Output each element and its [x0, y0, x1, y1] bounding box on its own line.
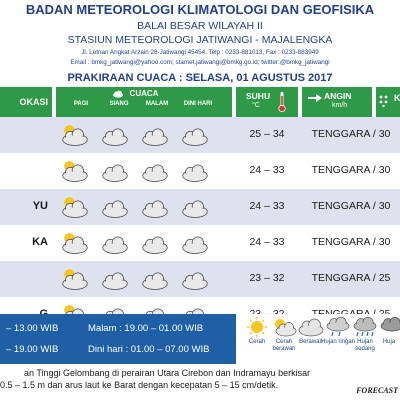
period-label-dini-hari: DINI HARI — [183, 101, 213, 107]
legend-label-hujan-sedang: Hujan sedang — [355, 339, 375, 352]
column-header-wind — [302, 87, 372, 117]
time-range-siang: – 19.00 WIB — [6, 344, 59, 355]
legend-label-cerah-berawan: Cerah berawan — [272, 339, 296, 352]
cloudy-icon — [138, 157, 172, 185]
station-name: STASIUN METEOROLOGI JATIWANGI - MAJALENGKA — [67, 34, 333, 46]
cloudy-icon — [138, 121, 172, 149]
legend-label-berawan: Berawan — [299, 339, 323, 345]
cloudy-icon — [178, 193, 212, 221]
table-row — [0, 225, 400, 261]
temperature-range: 24 – 33 — [249, 164, 285, 176]
location-name: YU — [32, 200, 48, 212]
period-label-malam: MALAM — [145, 101, 169, 107]
column-label-location: OKASI — [19, 97, 48, 107]
arrow-right-icon — [308, 94, 322, 102]
time-range-dini-hari: Dini hari : 01.00 – 07.00 WIB — [88, 344, 210, 355]
weather-icons — [58, 265, 230, 293]
table-row — [0, 189, 400, 225]
partly-cloudy-icon — [58, 121, 92, 149]
weather-legend — [240, 314, 400, 366]
cloudy-icon — [138, 265, 172, 293]
table-row — [0, 117, 400, 153]
sunny-icon — [242, 316, 272, 338]
wind-direction-speed: TENGGARA / 25 — [311, 272, 391, 284]
period-label-siang: SIANG — [109, 101, 129, 107]
column-header-weather — [56, 87, 232, 117]
temperature-range: 24 – 33 — [249, 236, 285, 248]
column-label-humidity: K — [394, 93, 400, 103]
column-label-temperature: SUHU — [246, 91, 271, 101]
weather-icons — [58, 121, 230, 149]
table-row — [0, 261, 400, 297]
partly-cloudy-icon — [269, 316, 299, 338]
station-address: Jl. Letnan Angkat Arzain 28-Jatiwangi 45454, Telp : 0233-881013, Fax : 0233-883949 — [81, 49, 319, 56]
cloudy-icon — [98, 265, 132, 293]
cloudy-icon — [178, 157, 212, 185]
light-rain-icon — [323, 316, 353, 338]
header — [0, 0, 400, 84]
legend-label-hujan-lebat: Huja — [382, 339, 396, 345]
thermometer-icon — [278, 91, 286, 113]
period-label-pagi: PAGI — [73, 101, 89, 107]
cloudy-icon — [98, 229, 132, 257]
column-header-humidity — [376, 87, 400, 117]
sea-info-line-2: 0.5 – 1.5 m dan arus laut ke Barat dengan kecepatan 5 – 15 cm/detik. — [0, 380, 279, 390]
droplets-icon — [378, 94, 392, 108]
column-label-wind: ANGIN — [324, 91, 352, 101]
sea-info-line-1: an Tinggi Gelombang di perairan Utara Cirebon dan Indramayu berkisar — [24, 368, 311, 378]
moderate-rain-icon — [350, 316, 380, 338]
cloudy-icon — [138, 193, 172, 221]
partly-cloudy-icon — [58, 229, 92, 257]
weather-icons — [58, 193, 230, 221]
legend-label-hujan-ringan: Hujan ringan — [320, 339, 356, 345]
agency-subtitle: BALAI BESAR WILAYAH II — [137, 20, 263, 32]
temperature-unit: °C — [252, 102, 260, 109]
location-name: KA — [32, 236, 48, 248]
table-row — [0, 153, 400, 189]
temperature-range: 24 – 33 — [249, 200, 285, 212]
time-range-malam: Malam : 19.00 – 01.00 WIB — [88, 323, 204, 334]
partly-cloudy-icon — [58, 157, 92, 185]
cloudy-icon — [138, 229, 172, 257]
column-header-temperature — [236, 87, 298, 117]
temperature-range: 23 – 32 — [249, 272, 285, 284]
weather-icons — [58, 157, 230, 185]
period-labels — [56, 101, 232, 113]
forecaster-label: FORECAST — [356, 386, 398, 395]
cloudy-icon — [98, 193, 132, 221]
cloudy-icon — [98, 157, 132, 185]
weather-icons — [58, 229, 230, 257]
forecast-title: PRAKIRAAN CUACA : SELASA, 01 AGUSTUS 2017 — [67, 72, 333, 84]
station-contact: Email : bmkg_jatiwangi@yahoo.com; stamet.jatiwangi@bmkg.go.id; twitter:@bmkg_jatiwangi — [70, 59, 330, 66]
cloudy-icon — [296, 316, 326, 338]
cloudy-icon — [178, 229, 212, 257]
cloudy-icon — [178, 265, 212, 293]
column-label-weather: CUACA — [129, 89, 159, 98]
heavy-rain-icon — [377, 316, 400, 338]
sea-info — [0, 366, 400, 400]
wind-direction-speed: TENGGARA / 30 — [311, 236, 391, 248]
agency-title: BADAN METEOROLOGI KLIMATOLOGI DAN GEOFISIKA — [25, 2, 375, 17]
wind-direction-speed: TENGGARA / 30 — [311, 164, 391, 176]
wind-direction-speed: TENGGARA / 30 — [311, 128, 391, 140]
temperature-range: 25 – 34 — [249, 128, 285, 140]
cloudy-icon — [178, 121, 212, 149]
wind-unit: km/h — [332, 102, 348, 109]
cloudy-icon — [98, 121, 132, 149]
wind-direction-speed: TENGGARA / 30 — [311, 200, 391, 212]
partly-cloudy-icon — [58, 193, 92, 221]
time-ranges-panel — [0, 314, 236, 364]
time-range-pagi: – 13.00 WIB — [6, 323, 59, 334]
column-header-location — [0, 87, 52, 117]
legend-label-cerah: Cerah — [248, 339, 266, 345]
partly-cloudy-icon — [58, 265, 92, 293]
